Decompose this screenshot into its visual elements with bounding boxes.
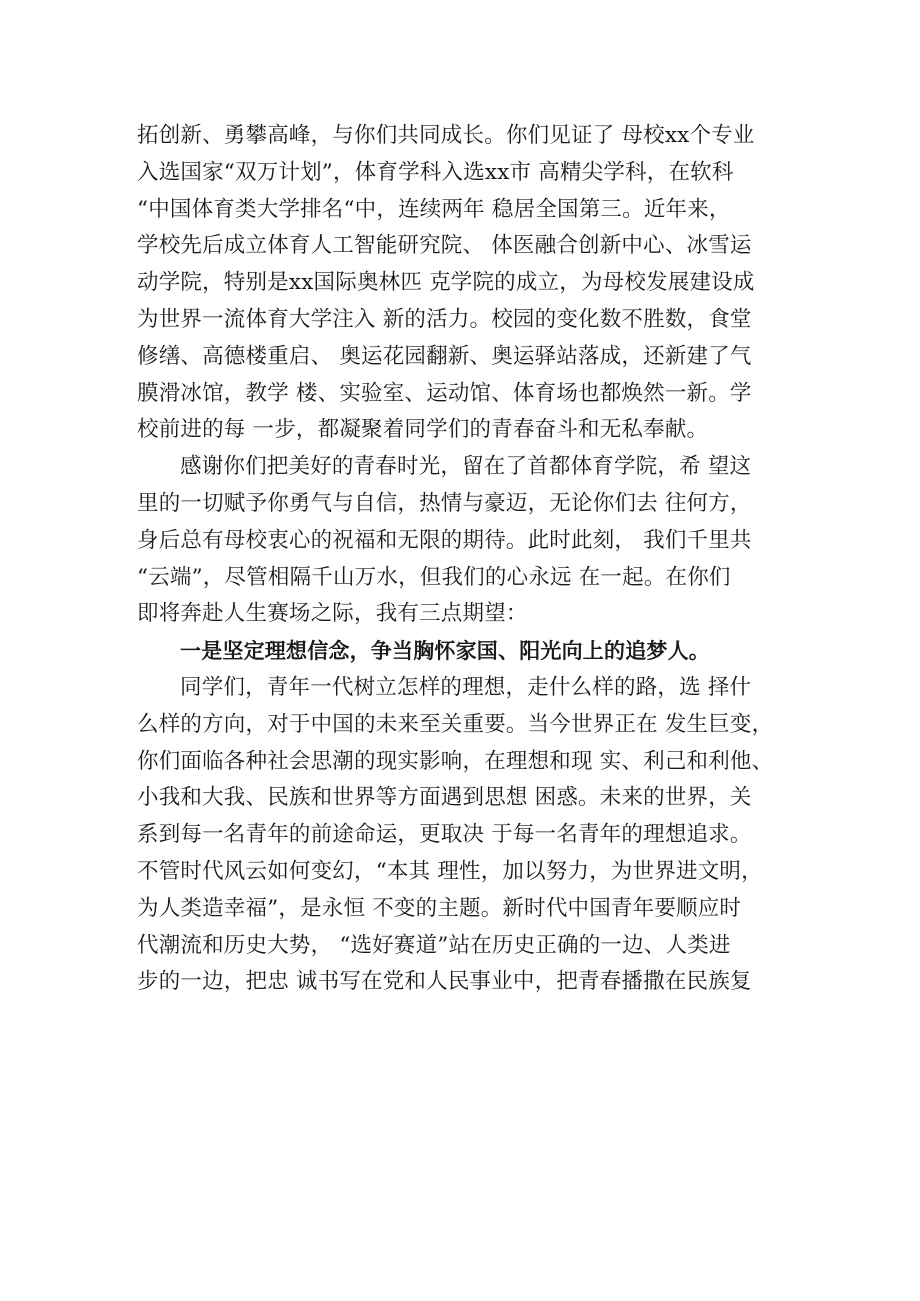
text-line: 即将奔赴人生赛场之际，我有三点期望：	[137, 601, 528, 627]
text-line: 小我和大我、民族和世界等方面遇到思想 困惑。未来的世界，关	[137, 785, 752, 811]
text-line: 不管时代风云如何变幻，“本其 理性，加以努力，为世界进文明，	[137, 858, 763, 884]
text-line: 步的一边，把忠 诚书写在党和人民事业中，把青春播撒在民族复	[137, 969, 752, 995]
section-heading: 一是坚定理想信念，争当胸怀家国、阳光向上的追梦人。	[180, 639, 710, 664]
text-line: 身后总有母校衷心的祝福和无限的期待。此时此刻， 我们千里共	[137, 527, 752, 553]
text-line: 你们面临各种社会思潮的现实影响，在理想和现 实、利己和利他、	[137, 748, 774, 774]
text-line: 为人类造幸福”，是永恒 不变的主题。新时代中国青年要顺应时	[137, 895, 742, 921]
text-line: 代潮流和历史大势， “选好赛道”站在历史正确的一边、人类进	[137, 932, 731, 958]
text-line: 为世界一流体育大学注入 新的活力。校园的变化数不胜数，食堂	[137, 306, 752, 332]
text-line: 校前进的每 一步，都凝聚着同学们的青春奋斗和无私奉献。	[137, 417, 709, 443]
text-line: 感谢你们把美好的青春时光，留在了首都体育学院，希 望这	[180, 454, 752, 480]
text-line: 同学们，青年一代树立怎样的理想，走什么样的路，选 择什	[180, 674, 752, 700]
text-line: 膜滑冰馆，教学 楼、实验室、运动馆、体育场也都焕然一新。学	[137, 380, 752, 406]
text-line: 入选国家“双万计划”，体育学科入选xx市 高精尖学科，在软科	[137, 159, 734, 185]
text-line: 学校先后成立体育人工智能研究院、 体医融合创新中心、冰雪运	[137, 233, 752, 259]
text-line: 系到每一名青年的前途命运，更取决 于每一名青年的理想追求。	[137, 822, 752, 848]
text-line: 里的一切赋予你勇气与自信，热情与豪迈，无论你们去 往何方，	[137, 490, 752, 516]
text-line: “云端”，尽管相隔千山万水，但我们的心永远 在一起。在你们	[137, 564, 731, 590]
text-line: 拓创新、勇攀高峰，与你们共同成长。你们见证了 母校xx个专业	[137, 123, 755, 148]
text-line: 修缮、高德楼重启、 奥运花园翻新、奥运驿站落成，还新建了气	[137, 343, 752, 369]
text-line: 动学院，特别是xx国际奥林匹 克学院的成立，为母校发展建设成	[137, 270, 755, 296]
text-line: “中国体育类大学排名“中，连续两年 稳居全国第三。近年来，	[137, 196, 731, 222]
body-text	[137, 118, 807, 1001]
text-line: 么样的方向，对于中国的未来至关重要。当今世界正在 发生巨变，	[137, 711, 774, 737]
